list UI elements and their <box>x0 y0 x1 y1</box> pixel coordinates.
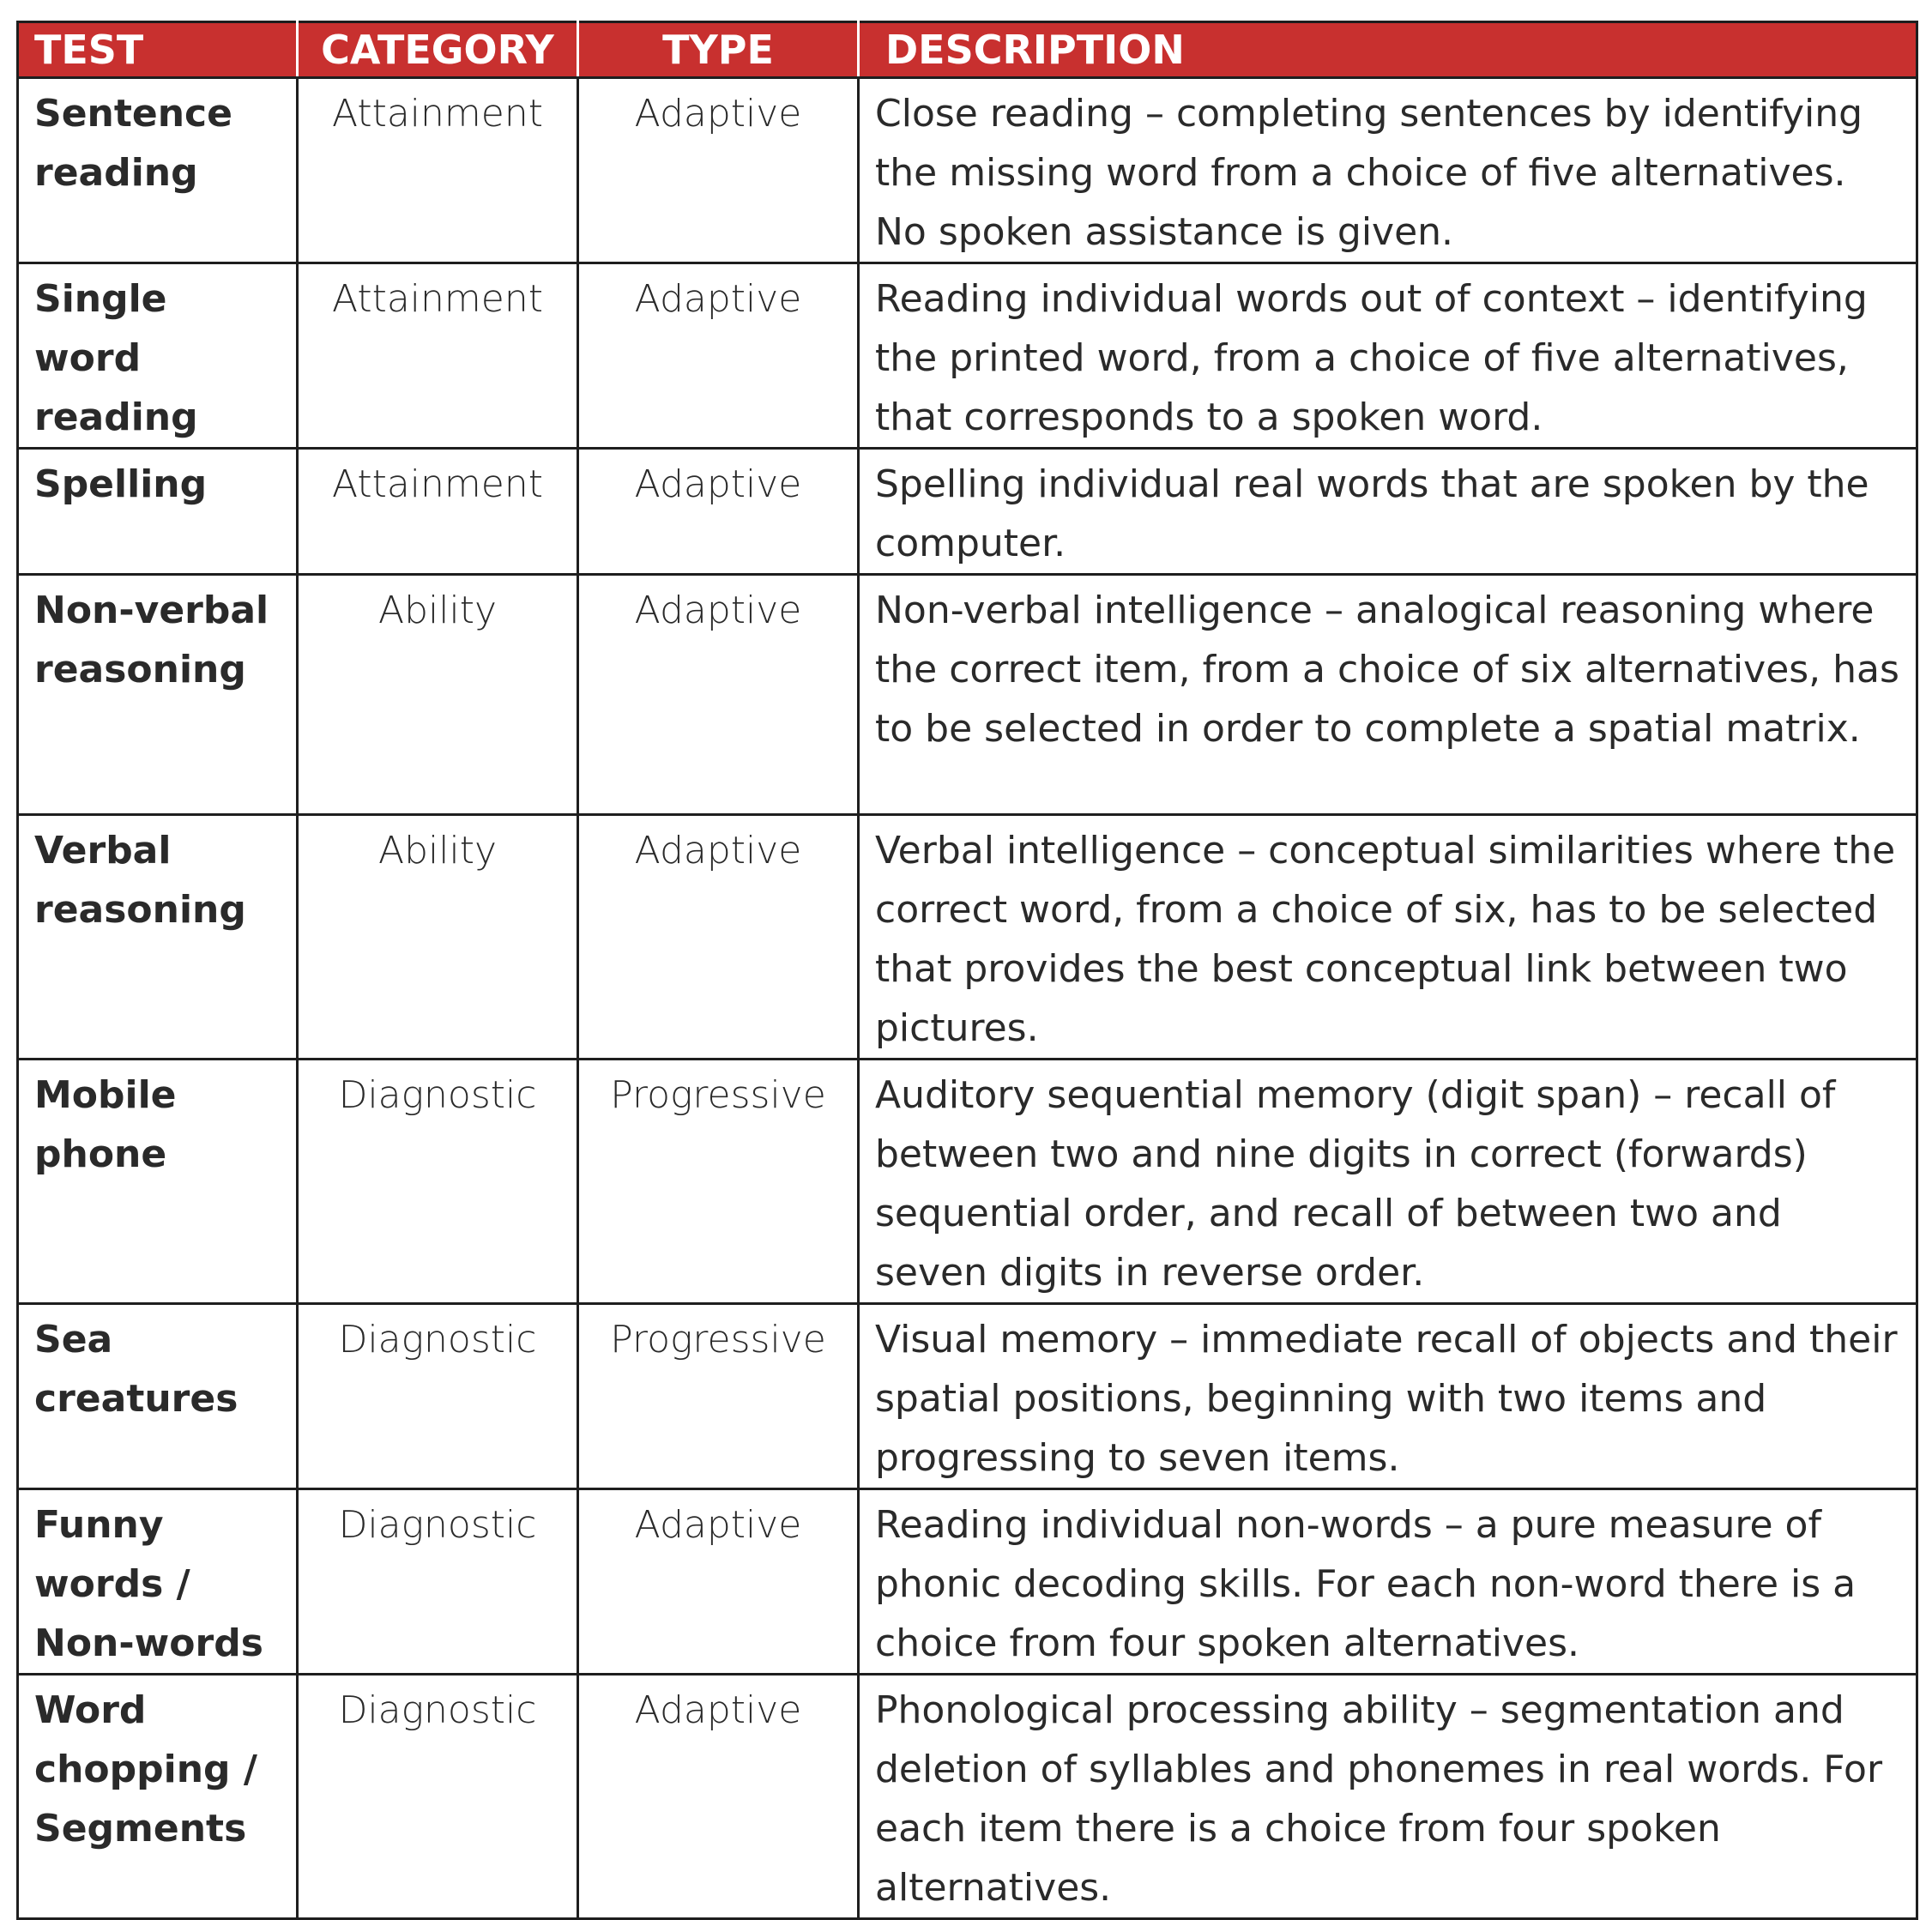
category-cell: Attainment <box>298 449 578 575</box>
type-cell: Adaptive <box>578 575 859 815</box>
table-row <box>18 815 1917 1060</box>
category-cell: Ability <box>298 575 578 815</box>
type-cell: Adaptive <box>578 78 859 263</box>
description-cell: Phonological processing ability – segmentation and deletion of syllables and phonemes in real words. For each item there is a choice from four spoken alternatives. <box>859 1675 1917 1919</box>
category-cell: Diagnostic <box>298 1060 578 1304</box>
category-cell: Attainment <box>298 263 578 449</box>
header-test: TEST <box>18 22 298 78</box>
category-cell: Diagnostic <box>298 1489 578 1675</box>
test-cell: Verbal reasoning <box>18 815 298 1060</box>
description-cell: Visual memory – immediate recall of objects and their spatial positions, beginning with two items and progressing to seven items. <box>859 1304 1917 1489</box>
table-row <box>18 1675 1917 1919</box>
table-row <box>18 263 1917 449</box>
description-cell: Verbal intelligence – conceptual similarities where the correct word, from a choice of six, has to be selected that provides the best conceptual link between two pictures. <box>859 815 1917 1060</box>
description-cell: Reading individual words out of context – identifying the printed word, from a choice of five alternatives, that corresponds to a spoken word. <box>859 263 1917 449</box>
table-row <box>18 78 1917 263</box>
header-type: TYPE <box>578 22 859 78</box>
category-cell: Attainment <box>298 78 578 263</box>
test-cell: Word chopping / Segments <box>18 1675 298 1919</box>
header-description: DESCRIPTION <box>859 22 1917 78</box>
test-cell: Sea creatures <box>18 1304 298 1489</box>
type-cell: Adaptive <box>578 1489 859 1675</box>
table-row <box>18 1060 1917 1304</box>
test-cell: Spelling <box>18 449 298 575</box>
test-cell: Sentence reading <box>18 78 298 263</box>
tests-table <box>16 21 1918 1920</box>
type-cell: Adaptive <box>578 263 859 449</box>
table-row <box>18 449 1917 575</box>
description-cell: Non-verbal intelligence – analogical reasoning where the correct item, from a choice of six alternatives, has to be selected in order to complete a spatial matrix. <box>859 575 1917 815</box>
test-cell: Funny words / Non-words <box>18 1489 298 1675</box>
test-cell: Non-verbal reasoning <box>18 575 298 815</box>
table-row <box>18 1489 1917 1675</box>
description-cell: Reading individual non-words – a pure measure of phonic decoding skills. For each non-word there is a choice from four spoken alternatives. <box>859 1489 1917 1675</box>
table-header <box>18 22 1917 78</box>
description-cell: Spelling individual real words that are spoken by the computer. <box>859 449 1917 575</box>
type-cell: Progressive <box>578 1304 859 1489</box>
category-cell: Diagnostic <box>298 1675 578 1919</box>
category-cell: Diagnostic <box>298 1304 578 1489</box>
header-row <box>18 22 1917 78</box>
description-cell: Close reading – completing sentences by identifying the missing word from a choice of five alternatives. No spoken assistance is given. <box>859 78 1917 263</box>
table-body <box>18 78 1917 1919</box>
table-row <box>18 575 1917 815</box>
type-cell: Adaptive <box>578 449 859 575</box>
type-cell: Adaptive <box>578 815 859 1060</box>
type-cell: Progressive <box>578 1060 859 1304</box>
category-cell: Ability <box>298 815 578 1060</box>
type-cell: Adaptive <box>578 1675 859 1919</box>
test-cell: Mobile phone <box>18 1060 298 1304</box>
test-cell: Single word reading <box>18 263 298 449</box>
table-row <box>18 1304 1917 1489</box>
description-cell: Auditory sequential memory (digit span) – recall of between two and nine digits in correct (forwards) sequential order, and recall of between two and seven digits in reverse order. <box>859 1060 1917 1304</box>
header-category: CATEGORY <box>298 22 578 78</box>
